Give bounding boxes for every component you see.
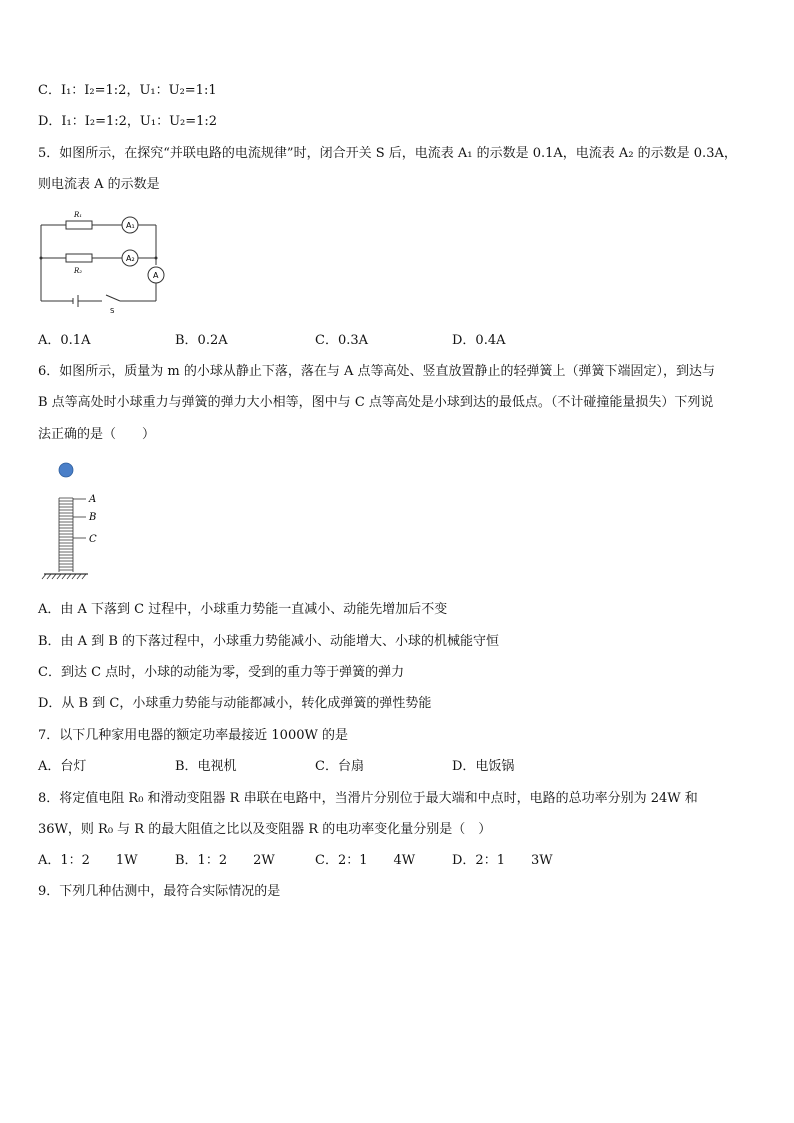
q6-option-d: D．从 B 到 C，小球重力势能与动能都减小，转化成弹簧的弹性势能 (38, 696, 432, 711)
r1-resistor (66, 221, 92, 229)
q8-stem-line1: 8．将定值电阻 R₀ 和滑动变阻器 R 串联在电路中，当滑片分别位于最大端和中点时，电路的总功率分别为 24W 和 (38, 791, 698, 806)
switch-icon (106, 295, 120, 301)
spring-icon (42, 498, 88, 579)
q6-stem-line1: 6．如图所示，质量为 m 的小球从静止下落，落在与 A 点等高处、竖直放置静止的轻弹簧上（弹簧下端固定），到达与 (38, 364, 716, 379)
q8-option-c: C．2：1 4W (315, 853, 416, 868)
point-a-label: A (89, 494, 97, 505)
q5-option-a: A．0.1A (38, 333, 91, 348)
q8-stem-line2: 36W，则 R₀ 与 R 的最大阻值之比以及变阻器 R 的电功率变化量分别是（ ） (38, 822, 492, 837)
q5-stem-line1: 5．如图所示，在探究“并联电路的电流规律”时，闭合开关 S 后，电流表 A₁ 的示数是 0.1A，电流表 A₂ 的示数是 0.3A， (38, 146, 737, 161)
q8-option-b: B．1：2 2W (175, 853, 275, 868)
q7-option-a: A．台灯 (38, 759, 87, 774)
a1-label: A₁ (126, 221, 135, 230)
r1-label: R₁ (74, 211, 83, 219)
point-c-label: C (89, 534, 97, 545)
s-label: S (110, 307, 115, 315)
q5-stem-line2: 则电流表 A 的示数是 (38, 177, 160, 192)
q7-option-d: D．电饭锅 (452, 759, 515, 774)
a-label: A (153, 271, 159, 280)
q4-option-d: D．I₁：I₂=1:2，U₁：U₂=1:2 (38, 114, 218, 129)
q9-stem: 9．下列几种估测中，最符合实际情况的是 (38, 884, 281, 899)
q6-spring-diagram (40, 458, 120, 582)
q4-option-c: C．I₁：I₂=1:2，U₁：U₂=1:1 (38, 83, 217, 98)
q6-stem-line3: 法正确的是（ ） (38, 427, 156, 442)
q7-option-c: C．台扇 (315, 759, 364, 774)
q7-option-b: B．电视机 (175, 759, 237, 774)
q5-option-c: C．0.3A (315, 333, 369, 348)
q6-stem-line2: B 点等高处时小球重力与弹簧的弹力大小相等，图中与 C 点等高处是小球到达的最低点。（不计碰撞能量损失）下列说 (38, 395, 714, 410)
r2-resistor (66, 254, 92, 262)
q5-option-d: D．0.4A (452, 333, 506, 348)
r2-label: R₂ (74, 267, 83, 275)
point-b-label: B (89, 512, 97, 523)
q8-option-d: D．2：1 3W (452, 853, 553, 868)
q6-option-c: C．到达 C 点时，小球的动能为零，受到的重力等于弹簧的弹力 (38, 665, 405, 680)
q6-option-b: B．由 A 到 B 的下落过程中，小球重力势能减小、动能增大、小球的机械能守恒 (38, 634, 500, 649)
q8-option-a: A．1：2 1W (38, 853, 138, 868)
q5-option-b: B．0.2A (175, 333, 228, 348)
q7-stem: 7．以下几种家用电器的额定功率最接近 1000W 的是 (38, 728, 348, 743)
ball-icon (59, 463, 73, 477)
a2-label: A₂ (126, 254, 135, 263)
q6-option-a: A．由 A 下落到 C 过程中，小球重力势能一直减小、动能先增加后不变 (38, 602, 448, 617)
q5-circuit-diagram (36, 205, 176, 315)
